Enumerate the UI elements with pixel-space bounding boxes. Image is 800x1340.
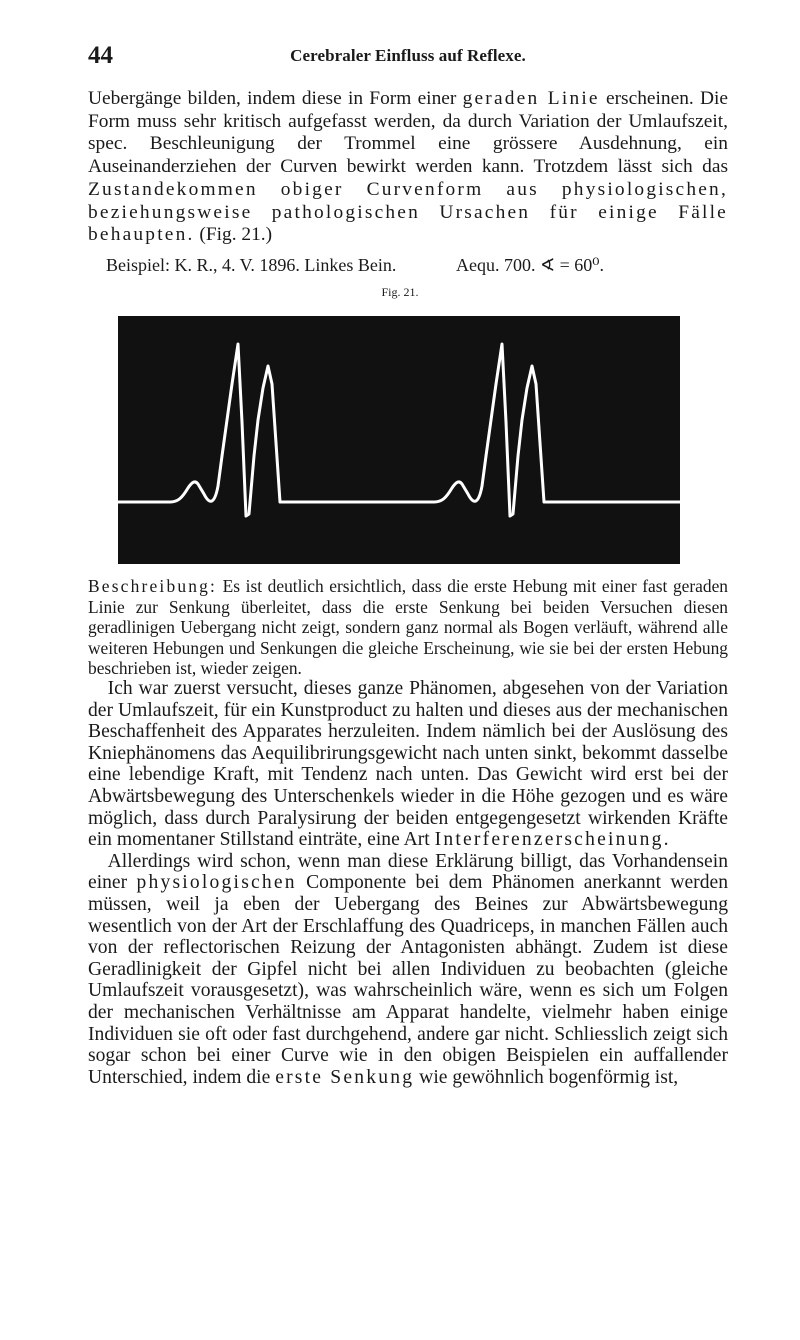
- paragraph-artifact-text: Ich war zuerst versucht, dieses ganze Phänomen, abgesehen von der Variation der Umlaufszeit, für ein Kunstproduct zu halten und dieses aus der mechanischen Beschaffenheit des Apparates herzuleiten. Indem nämlich bei der Auslösung des Kniephänomens das Aequilibrirungsgewicht nach unten sinkt, bekommt dasselbe eine lebendige Kraft, mit Tendenz nach unten. Das Gewicht wird erst bei der Abwärtsbewegung des Unterschenkels wieder in die Höhe gezogen und es wäre möglich, dass durch Paralysirung der beiden entgegengesetzt wirkenden Kräfte ein momentaner Stillstand einträte, eine Art: [88, 678, 728, 851]
- paragraph-artifact: [88, 678, 728, 851]
- figure-caption: Fig. 21.: [381, 285, 419, 299]
- intro-text-2: erscheinen. Die Form muss sehr kritisch aufgefasst werden, da durch Variation der Umlaufszeit, spec. Beschleunigung der Trommel eine grössere Ausdehnung, ein Auseinanderziehen der Curven bewirkt werden kann. Trotzdem lässt sich das: [88, 88, 728, 178]
- paragraph-physiological-text-3: wie gewöhnlich bogenförmig ist,: [414, 1066, 679, 1088]
- description-text: Es ist deutlich ersichtlich, dass die erste Hebung mit einer fast geraden Linie zur Senkung überleitet, dass die erste Senkung bei beiden Versuchen diesen geradlinigen Uebergang nicht zeigt, sondern ganz normal als Bogen verläuft, während alle weiteren Hebungen und Senkungen die gleiche Erscheinung, wie sie bei der ersten Hebung beschrieben ist, wieder zeigen.: [88, 576, 728, 679]
- paragraph-artifact-emphasis: Interferenzerscheinung.: [434, 829, 671, 851]
- figure-21-curve: [118, 316, 680, 564]
- description-paragraph: [88, 576, 728, 679]
- figure-background: [118, 316, 680, 564]
- intro-paragraph: [88, 88, 728, 247]
- intro-text-3: (Fig. 21.): [194, 224, 273, 246]
- paragraph-physiological-emphasis-2: erste Senkung: [275, 1066, 415, 1088]
- paragraph-physiological: [88, 851, 728, 1089]
- intro-emphasis-2: Zustandekommen obiger Curvenform aus physiologischen, beziehungsweise pathologischen Ursachen für einige Fälle behaupten.: [88, 178, 728, 246]
- intro-emphasis-1: geraden Linie: [462, 88, 600, 109]
- page-header: [88, 40, 728, 72]
- running-title: Cerebraler Einfluss auf Reflexe.: [290, 46, 526, 65]
- description-label: Beschreibung:: [88, 576, 218, 596]
- intro-text-1: Uebergänge bilden, indem diese in Form einer: [88, 88, 463, 109]
- page-number: 44: [88, 42, 113, 69]
- paragraph-physiological-emphasis-1: physiologischen: [136, 872, 297, 894]
- example-subject: Beispiel: K. R., 4. V. 1896. Linkes Bein.: [106, 255, 397, 275]
- main-text: [88, 678, 728, 1088]
- paragraph-physiological-text-1: Allerdings wird schon, wenn man diese Erklärung billigt, das Vorhandensein einer: [88, 850, 728, 894]
- example-parameters: Aequ. 700. ∢ = 60⁰.: [456, 255, 604, 275]
- example-line: [106, 255, 728, 276]
- paragraph-physiological-text-2: Componente bei dem Phänomen anerkannt werden müssen, weil ja eben der Uebergang des Beines zur Abwärtsbewegung wesentlich von der Art der Erschlaffung des Quadriceps, in manchen Fällen auch von der reflectorischen Reizung der Antagonisten abhängt. Zudem ist diese Geradlinigkeit der Gipfel nicht bei allen Individuen zu beobachten (gleiche Umlaufszeit vorausgesetzt), was wahrscheinlich wäre, wenn es sich um Folgen der mechanischen Verhältnisse am Apparat handelte, vielmehr haben einige Individuen sie oft oder fast durchgehend, andere gar nicht. Schliesslich zeigt sich sogar schon bei einer Curve wie in den obigen Beispielen ein auffallender Unterschied, indem die: [88, 872, 728, 1088]
